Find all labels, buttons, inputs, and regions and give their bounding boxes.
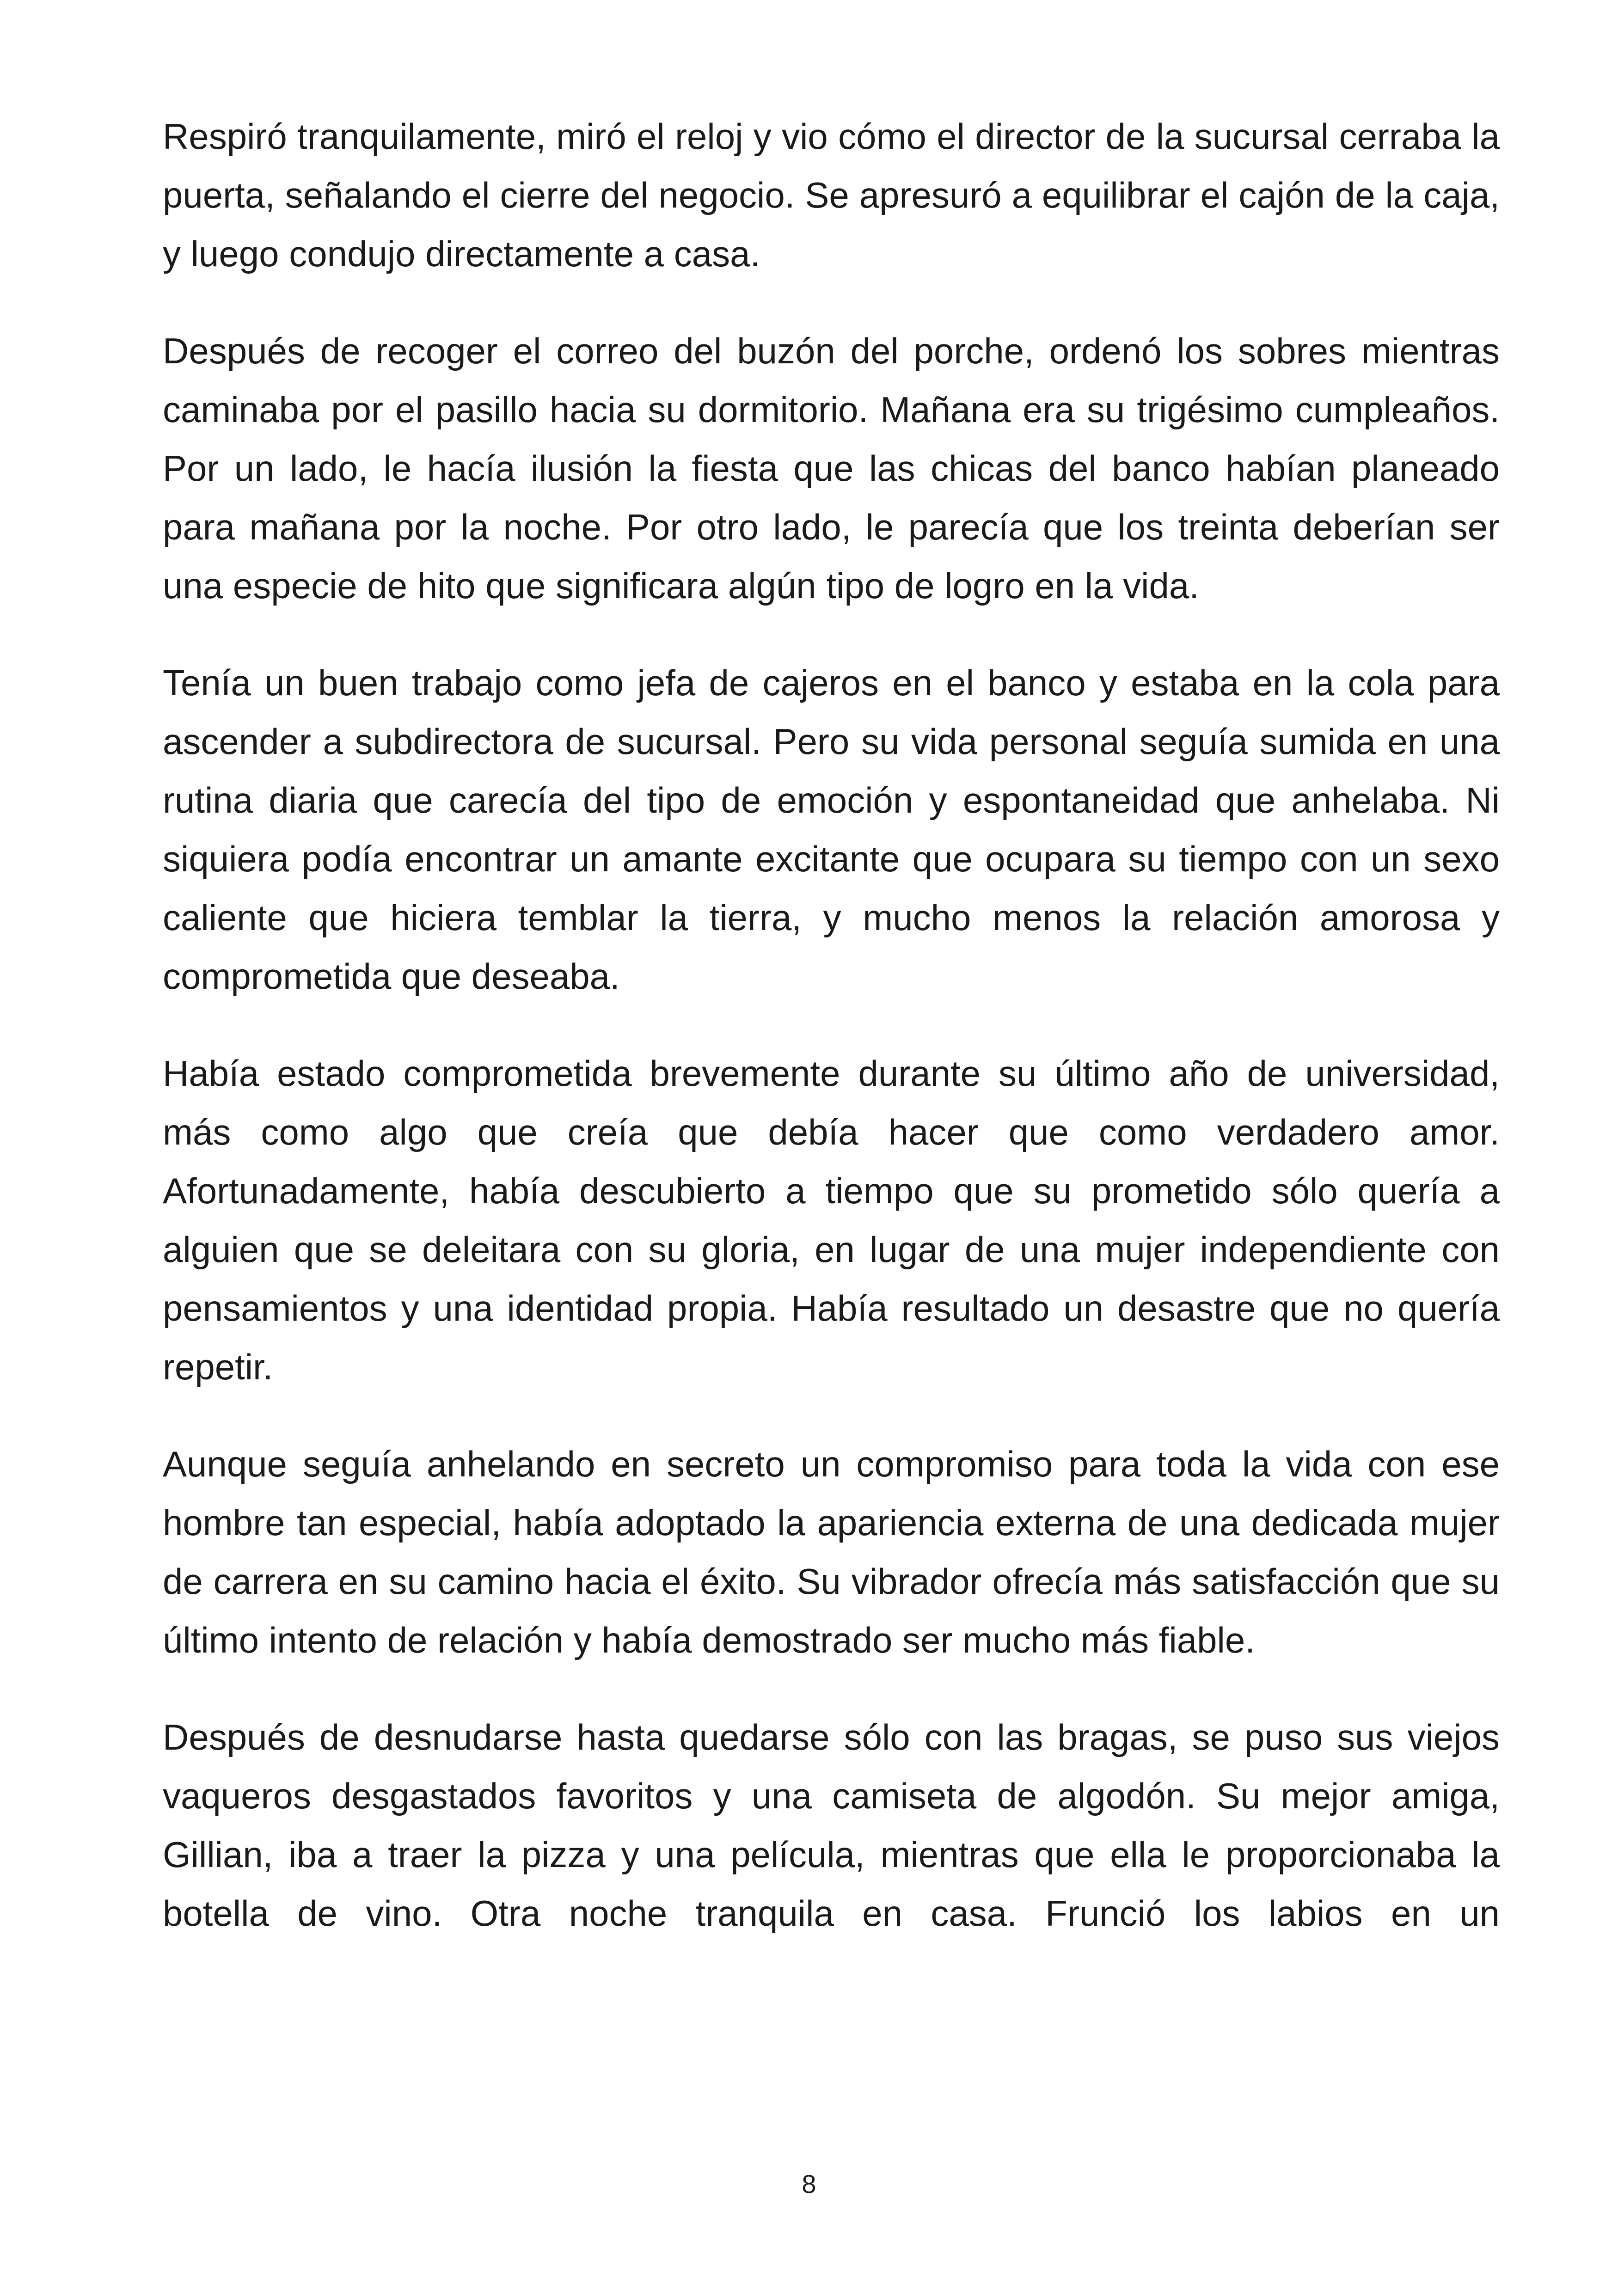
paragraph-1: Respiró tranquilamente, miró el reloj y vio cómo el director de la sucursal cerraba la puerta, señalando el cierre del negocio. Se apresuró a equilibrar el cajón de la caja, y luego condujo directamente a casa. — [163, 116, 1500, 274]
paragraph-5: Aunque seguía anhelando en secreto un compromiso para toda la vida con ese hombre tan especial, había adoptado la apariencia externa de una dedicada mujer de carrera en su camino hacia el éxito. Su vibrador ofrecía más satisfacción que su último intento de relación y había demostrado ser mucho más fiable. — [163, 1444, 1500, 1660]
paragraph-6: Después de desnudarse hasta quedarse sólo con las bragas, se puso sus viejos vaqueros desgastados favoritos y una camiseta de algodón. Su mejor amiga, Gillian, iba a traer la pizza y una película, mientras que ella le proporcionaba la botella de vino. Otra noche tranquila en casa. Frunció los labios en un — [163, 1717, 1500, 1934]
paragraph-4: Había estado comprometida brevemente durante su último año de universidad, más como algo que creía que debía hacer que como verdadero amor. Afortunadamente, había descubierto a tiempo que su prometido sólo quería a alguien que se deleitara con su gloria, en lugar de una mujer independiente con pensamientos y una identidad propia. Había resultado un desastre que no quería repetir. — [163, 1053, 1500, 1387]
paragraph-2: Después de recoger el correo del buzón del porche, ordenó los sobres mientras caminaba por el pasillo hacia su dormitorio. Mañana era su trigésimo cumpleaños. Por un lado, le hacía ilusión la fiesta que las chicas del banco habían planeado para mañana por la noche. Por otro lado, le parecía que los treinta deberían ser una especie de hito que significara algún tipo de logro en la vida. — [163, 331, 1500, 606]
body-text — [163, 107, 1500, 1943]
page-number: 8 — [802, 2169, 816, 2198]
paragraph-3: Tenía un buen trabajo como jefa de cajeros en el banco y estaba en la cola para ascender a subdirectora de sucursal. Pero su vida personal seguía sumida en una rutina diaria que carecía del tipo de emoción y espontaneidad que anhelaba. Ni siquiera podía encontrar un amante excitante que ocupara su tiempo con un sexo caliente que hiciera temblar la tierra, y mucho menos la relación amorosa y comprometida que deseaba. — [163, 662, 1500, 997]
